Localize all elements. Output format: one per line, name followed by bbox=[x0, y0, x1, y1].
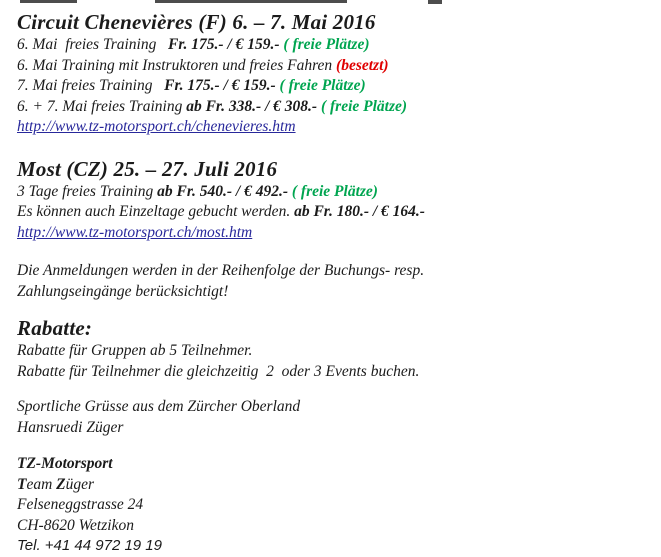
text-segment: ab Fr. 338.- / € 308.- bbox=[186, 97, 321, 115]
text-segment: Sportliche Grüsse aus dem Zürcher Oberland bbox=[17, 398, 301, 415]
text-segment: Rabatte für Teilnehmer die gleichzeitig 2 oder 3 Events buchen. bbox=[17, 362, 420, 380]
text-segment: ( freie Plätze) bbox=[279, 77, 366, 94]
text-segment: ( freie Plätze) bbox=[291, 182, 378, 200]
text-segment: CH-8620 Wetzikon bbox=[17, 516, 134, 534]
signature-street bbox=[17, 495, 651, 516]
event1-option-2 bbox=[17, 56, 651, 77]
text-segment: 7. Mai freies Training bbox=[17, 77, 165, 94]
text-segment: T bbox=[17, 475, 27, 493]
text-segment: Die Anmeldungen werden in der Reihenfolge der Buchungs- resp. bbox=[17, 262, 425, 279]
signature-team bbox=[17, 475, 651, 496]
text-segment: 6. Mai Training mit Instruktoren und freies Fahren bbox=[17, 56, 337, 74]
text-segment: Es können auch Einzeltage gebucht werden. bbox=[17, 203, 295, 220]
discount-rule-1 bbox=[17, 341, 651, 362]
blank-line bbox=[17, 382, 651, 397]
text-segment: Z bbox=[56, 475, 66, 493]
document-body bbox=[17, 9, 651, 557]
text-segment: Zahlungseingänge berücksichtigt! bbox=[17, 282, 229, 300]
text-segment: Felseneggstrasse 24 bbox=[17, 496, 144, 513]
text-segment: üger bbox=[65, 475, 95, 493]
event1-option-4 bbox=[17, 97, 651, 118]
text-segment: 6. + 7. Mai freies Training bbox=[17, 97, 187, 115]
event2-option-2 bbox=[17, 202, 651, 223]
text-segment: 3 Tage freies Training bbox=[17, 182, 158, 200]
text-segment: (besetzt) bbox=[336, 56, 389, 74]
event1-link[interactable]: http://www.tz-motorsport.ch/chenevieres.htm bbox=[17, 118, 296, 135]
text-segment: ( freie Plätze) bbox=[283, 36, 370, 53]
event2-link-line bbox=[17, 223, 651, 244]
text-segment: 6. Mai freies Training bbox=[17, 36, 168, 53]
text-segment: Fr. 175.- / € 159.- bbox=[164, 77, 280, 94]
event1-option-1 bbox=[17, 35, 651, 56]
text-segment: ab Fr. 540.- / € 492.- bbox=[157, 182, 292, 200]
blank-line bbox=[17, 138, 651, 156]
blank-line bbox=[17, 302, 651, 315]
blank-line bbox=[17, 438, 651, 454]
signature-phone bbox=[17, 536, 651, 557]
text-segment: TZ-Motorsport bbox=[17, 455, 113, 472]
text-segment: eam bbox=[26, 475, 57, 493]
booking-note-line-2 bbox=[17, 282, 651, 303]
event1-link-line bbox=[17, 117, 651, 138]
event1-option-3 bbox=[17, 76, 651, 97]
signature-company bbox=[17, 454, 651, 475]
booking-note-line-1 bbox=[17, 261, 651, 282]
text-segment: ab Fr. 180.- / € 164.- bbox=[294, 203, 425, 220]
signature-city bbox=[17, 516, 651, 537]
greeting-line-2 bbox=[17, 418, 651, 439]
text-segment: Fr. 175.- / € 159.- bbox=[168, 36, 284, 53]
text-segment: Rabatte für Gruppen ab 5 Teilnehmer. bbox=[17, 342, 253, 359]
event2-option-1 bbox=[17, 182, 651, 203]
event1-title: Circuit Chenevières (F) 6. – 7. Mai 2016 bbox=[17, 10, 376, 34]
discount-rule-2 bbox=[17, 362, 651, 383]
text-segment: Hansruedi Züger bbox=[17, 418, 124, 436]
blank-line bbox=[17, 243, 651, 261]
event2-link[interactable]: http://www.tz-motorsport.ch/most.htm bbox=[17, 223, 253, 241]
event2-title: Most (CZ) 25. – 27. Juli 2016 bbox=[17, 156, 278, 181]
text-segment: Tel. +41 44 972 19 19 bbox=[17, 537, 162, 554]
greeting-line-1 bbox=[17, 397, 651, 418]
text-segment: ( freie Plätze) bbox=[320, 97, 408, 115]
discounts-title: Rabatte: bbox=[17, 316, 93, 340]
